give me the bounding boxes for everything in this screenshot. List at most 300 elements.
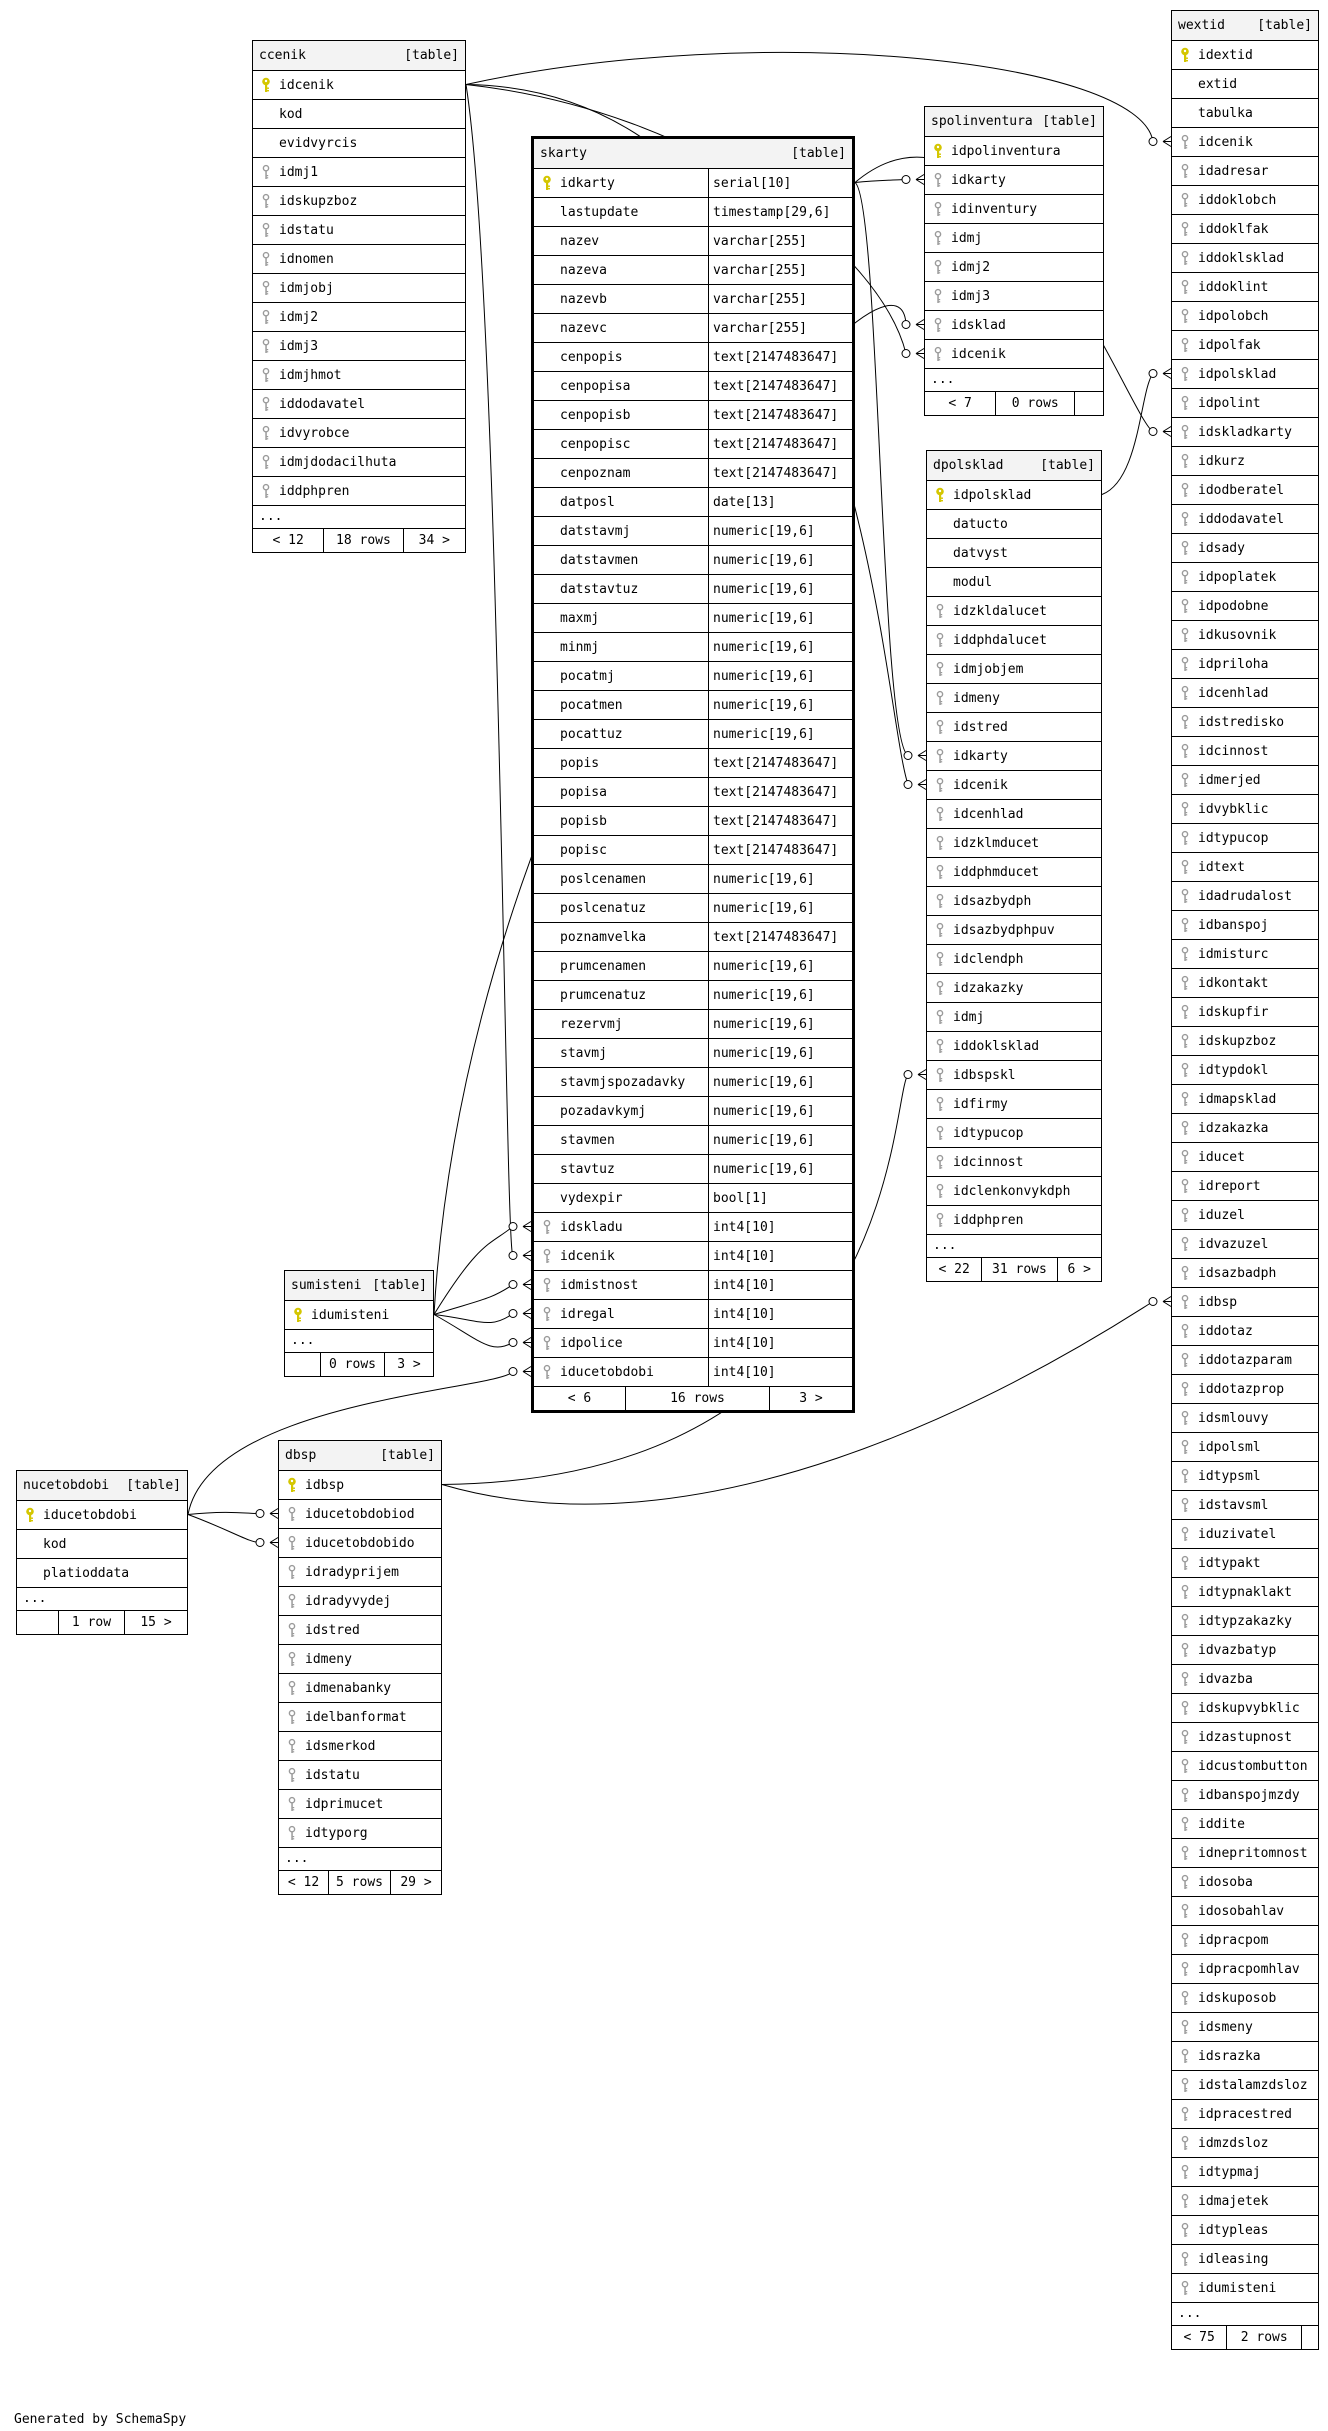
column-row[interactable] <box>927 655 1101 684</box>
foreign-key-icon <box>1172 2100 1198 2128</box>
column-row[interactable] <box>253 71 465 100</box>
column-row[interactable] <box>927 481 1101 510</box>
column-row[interactable] <box>534 1068 852 1097</box>
column-row[interactable] <box>927 1003 1101 1032</box>
children-count[interactable]: 3 > <box>397 1357 421 1372</box>
column-row[interactable] <box>534 198 852 227</box>
column-row[interactable] <box>1172 418 1318 447</box>
foreign-key-icon <box>1172 1665 1198 1693</box>
column-row[interactable] <box>927 626 1101 655</box>
column-row[interactable] <box>534 1242 852 1271</box>
column-row[interactable] <box>1172 1723 1318 1752</box>
column-row[interactable] <box>927 1061 1101 1090</box>
column-row[interactable] <box>279 1674 441 1703</box>
table-skarty[interactable] <box>531 136 855 1413</box>
column-row[interactable] <box>1172 1143 1318 1172</box>
column-row[interactable] <box>534 720 852 749</box>
column-row[interactable] <box>1172 766 1318 795</box>
column-row[interactable] <box>1172 70 1318 99</box>
column-row[interactable] <box>534 1184 852 1213</box>
column-name: idclendph <box>953 952 1024 967</box>
column-row[interactable] <box>1172 650 1318 679</box>
parents-count[interactable] <box>285 1353 321 1376</box>
column-row[interactable] <box>1172 795 1318 824</box>
more-columns[interactable]: ... <box>279 1848 441 1871</box>
column-type: numeric[19,6] <box>713 640 815 655</box>
column-row[interactable] <box>253 187 465 216</box>
children-count[interactable] <box>1302 2326 1318 2349</box>
foreign-key-icon <box>1172 1143 1198 1171</box>
column-row[interactable] <box>534 836 852 865</box>
parents-count[interactable] <box>17 1611 59 1634</box>
parents-count[interactable]: < 6 <box>534 1387 626 1410</box>
more-columns[interactable]: ... <box>925 369 1103 392</box>
column-row[interactable] <box>534 430 852 459</box>
column-name: iddotazparam <box>1198 1353 1292 1368</box>
column-row[interactable] <box>1172 1201 1318 1230</box>
column-row[interactable] <box>927 1177 1101 1206</box>
column-row[interactable] <box>1172 1172 1318 1201</box>
children-count[interactable]: 3 > <box>799 1391 823 1406</box>
column-row[interactable] <box>1172 1578 1318 1607</box>
column-row[interactable] <box>534 169 852 198</box>
more-columns[interactable]: ... <box>285 1330 433 1353</box>
column-row[interactable] <box>253 448 465 477</box>
foreign-key-icon <box>925 340 951 368</box>
column-row[interactable] <box>534 372 852 401</box>
more-columns[interactable]: ... <box>17 1588 187 1611</box>
column-name: idskupzboz <box>279 194 358 209</box>
column-row[interactable] <box>534 1300 852 1329</box>
column-row[interactable] <box>534 517 852 546</box>
column-type: varchar[255] <box>713 321 807 336</box>
column-spacer <box>534 343 560 371</box>
column-row[interactable] <box>1172 1230 1318 1259</box>
column-row[interactable] <box>927 1090 1101 1119</box>
primary-key-icon <box>17 1501 43 1529</box>
column-name: idprimucet <box>305 1797 384 1812</box>
column-row[interactable] <box>925 311 1103 340</box>
more-columns[interactable]: ... <box>1172 2303 1318 2326</box>
column-row[interactable] <box>279 1471 441 1500</box>
column-row[interactable] <box>927 771 1101 800</box>
column-spacer <box>534 256 560 284</box>
table-dpolsklad[interactable] <box>926 450 1102 1282</box>
column-row[interactable] <box>1172 2129 1318 2158</box>
table-nucetobdobi[interactable] <box>16 1470 188 1635</box>
parents-count[interactable]: < 12 <box>253 529 324 552</box>
column-row[interactable] <box>927 858 1101 887</box>
column-name: nazevc <box>560 314 709 342</box>
column-row[interactable] <box>1172 2187 1318 2216</box>
column-row[interactable] <box>1172 1636 1318 1665</box>
column-row[interactable] <box>279 1703 441 1732</box>
column-row[interactable] <box>1172 621 1318 650</box>
table-dbsp[interactable] <box>278 1440 442 1895</box>
table-name: nucetobdobi <box>23 1478 110 1493</box>
column-row[interactable] <box>534 1213 852 1242</box>
foreign-key-icon <box>1172 2274 1198 2302</box>
column-row[interactable] <box>1172 41 1318 70</box>
column-row[interactable] <box>534 314 852 343</box>
column-row[interactable] <box>1172 592 1318 621</box>
column-row[interactable] <box>927 1206 1101 1235</box>
column-row[interactable] <box>285 1301 433 1330</box>
column-row[interactable] <box>279 1616 441 1645</box>
column-row[interactable] <box>534 691 852 720</box>
column-row[interactable] <box>534 343 852 372</box>
column-row[interactable] <box>279 1819 441 1848</box>
column-row[interactable] <box>1172 1839 1318 1868</box>
column-row[interactable] <box>925 282 1103 311</box>
column-row[interactable] <box>534 865 852 894</box>
column-name: rezervmj <box>560 1010 709 1038</box>
column-row[interactable] <box>927 1032 1101 1061</box>
column-row[interactable] <box>1172 1433 1318 1462</box>
column-row[interactable] <box>1172 708 1318 737</box>
column-spacer <box>534 430 560 458</box>
column-row[interactable] <box>534 401 852 430</box>
column-type: numeric[19,6] <box>713 1133 815 1148</box>
column-row[interactable] <box>1172 1549 1318 1578</box>
table-header[interactable] <box>927 451 1101 481</box>
column-name: idcustombutton <box>1198 1759 1308 1774</box>
foreign-key-icon <box>253 361 279 389</box>
more-columns[interactable]: ... <box>927 1235 1101 1258</box>
column-row[interactable] <box>1172 1346 1318 1375</box>
parents-count[interactable]: < 12 <box>279 1871 329 1894</box>
column-spacer <box>534 314 560 342</box>
table-header[interactable] <box>285 1271 433 1301</box>
column-row[interactable] <box>534 1039 852 1068</box>
column-row[interactable] <box>1172 1288 1318 1317</box>
column-row[interactable] <box>1172 476 1318 505</box>
column-row[interactable] <box>1172 940 1318 969</box>
column-row[interactable] <box>17 1530 187 1559</box>
column-spacer <box>253 100 279 128</box>
column-row[interactable] <box>927 1148 1101 1177</box>
column-row[interactable] <box>1172 1926 1318 1955</box>
column-row[interactable] <box>534 575 852 604</box>
column-row[interactable] <box>1172 1027 1318 1056</box>
column-row[interactable] <box>534 256 852 285</box>
column-row[interactable] <box>925 195 1103 224</box>
column-name: idmeny <box>953 691 1000 706</box>
column-row[interactable] <box>927 887 1101 916</box>
table-spolinventura[interactable] <box>924 106 1104 416</box>
column-row[interactable] <box>534 1097 852 1126</box>
column-row[interactable] <box>1172 215 1318 244</box>
column-row[interactable] <box>1172 273 1318 302</box>
column-row[interactable] <box>1172 2013 1318 2042</box>
column-row[interactable] <box>1172 1781 1318 1810</box>
table-header[interactable] <box>279 1441 441 1471</box>
column-row[interactable] <box>1172 1491 1318 1520</box>
column-row[interactable] <box>927 742 1101 771</box>
column-row[interactable] <box>1172 1520 1318 1549</box>
column-name: idmerjed <box>1198 773 1261 788</box>
children-count[interactable]: 6 > <box>1067 1262 1091 1277</box>
column-type: text[2147483647] <box>713 408 839 423</box>
children-count[interactable]: 34 > <box>418 533 450 548</box>
column-row[interactable] <box>1172 998 1318 1027</box>
foreign-key-icon <box>1172 1781 1198 1809</box>
column-row[interactable] <box>534 633 852 662</box>
column-row[interactable] <box>279 1790 441 1819</box>
column-row[interactable] <box>1172 1114 1318 1143</box>
column-row[interactable] <box>1172 2071 1318 2100</box>
column-row[interactable] <box>927 916 1101 945</box>
column-name: idpolint <box>1198 396 1261 411</box>
column-row[interactable] <box>534 285 852 314</box>
table-header[interactable] <box>534 139 852 169</box>
column-name: idzkldalucet <box>953 604 1047 619</box>
column-row[interactable] <box>1172 1665 1318 1694</box>
column-row[interactable] <box>1172 1897 1318 1926</box>
column-type: numeric[19,6] <box>713 582 815 597</box>
table-ccenik[interactable] <box>252 40 466 553</box>
column-row[interactable] <box>927 539 1101 568</box>
column-row[interactable] <box>1172 128 1318 157</box>
column-row[interactable] <box>1172 505 1318 534</box>
column-name: idmjobj <box>279 281 334 296</box>
column-row[interactable] <box>1172 1056 1318 1085</box>
column-name: idtypakt <box>1198 1556 1261 1571</box>
column-row[interactable] <box>1172 1085 1318 1114</box>
table-header[interactable] <box>253 41 465 71</box>
column-row[interactable] <box>534 1126 852 1155</box>
column-row[interactable] <box>927 597 1101 626</box>
column-row[interactable] <box>253 100 465 129</box>
children-count[interactable]: 29 > <box>400 1875 432 1890</box>
column-spacer <box>534 720 560 748</box>
column-name: cenpopisb <box>560 401 709 429</box>
column-row[interactable] <box>1172 331 1318 360</box>
table-wextid[interactable] <box>1171 10 1319 2350</box>
column-row[interactable] <box>17 1559 187 1588</box>
foreign-key-icon <box>1172 418 1198 446</box>
table-header[interactable] <box>925 107 1103 137</box>
column-row[interactable] <box>925 224 1103 253</box>
column-name: idmjhmot <box>279 368 342 383</box>
column-name: idpoplatek <box>1198 570 1277 585</box>
column-row[interactable] <box>279 1645 441 1674</box>
column-name: idpracpom <box>1198 1933 1269 1948</box>
column-row[interactable] <box>927 1119 1101 1148</box>
column-row[interactable] <box>253 361 465 390</box>
column-row[interactable] <box>927 684 1101 713</box>
column-row[interactable] <box>534 981 852 1010</box>
column-row[interactable] <box>534 459 852 488</box>
column-spacer <box>534 1068 560 1096</box>
column-row[interactable] <box>1172 1404 1318 1433</box>
foreign-key-icon <box>253 448 279 476</box>
column-row[interactable] <box>1172 244 1318 273</box>
column-row[interactable] <box>253 245 465 274</box>
column-row[interactable] <box>1172 1694 1318 1723</box>
column-row[interactable] <box>925 166 1103 195</box>
column-row[interactable] <box>1172 1752 1318 1781</box>
table-sumisteni[interactable] <box>284 1270 434 1377</box>
table-header[interactable] <box>17 1471 187 1501</box>
column-row[interactable] <box>279 1587 441 1616</box>
column-row[interactable] <box>1172 1375 1318 1404</box>
column-row[interactable] <box>1172 302 1318 331</box>
column-row[interactable] <box>1172 824 1318 853</box>
column-spacer <box>1172 99 1198 127</box>
column-row[interactable] <box>534 1155 852 1184</box>
column-row[interactable] <box>253 303 465 332</box>
table-name: ccenik <box>259 48 306 63</box>
column-row[interactable] <box>534 1271 852 1300</box>
column-row[interactable] <box>927 568 1101 597</box>
foreign-key-icon <box>1172 940 1198 968</box>
column-row[interactable] <box>1172 2245 1318 2274</box>
column-row[interactable] <box>1172 853 1318 882</box>
foreign-key-icon <box>1172 1375 1198 1403</box>
column-row[interactable] <box>253 419 465 448</box>
column-row[interactable] <box>534 894 852 923</box>
column-row[interactable] <box>534 1358 852 1387</box>
column-row[interactable] <box>1172 1810 1318 1839</box>
column-name: datstavmen <box>560 546 709 574</box>
parents-count[interactable]: < 22 <box>927 1258 982 1281</box>
column-row[interactable] <box>279 1500 441 1529</box>
foreign-key-icon <box>1172 1636 1198 1664</box>
column-row[interactable] <box>927 945 1101 974</box>
children-count[interactable] <box>1075 392 1103 415</box>
column-row[interactable] <box>925 340 1103 369</box>
column-row[interactable] <box>1172 360 1318 389</box>
column-name: iducetobdobiod <box>305 1507 415 1522</box>
column-row[interactable] <box>927 829 1101 858</box>
column-row[interactable] <box>1172 1607 1318 1636</box>
column-row[interactable] <box>1172 2216 1318 2245</box>
column-row[interactable] <box>927 974 1101 1003</box>
column-row[interactable] <box>534 662 852 691</box>
table-footer <box>925 392 1103 415</box>
column-row[interactable] <box>1172 1259 1318 1288</box>
column-row[interactable] <box>534 546 852 575</box>
column-type: numeric[19,6] <box>713 872 815 887</box>
column-row[interactable] <box>279 1558 441 1587</box>
more-columns[interactable]: ... <box>253 506 465 529</box>
parents-count[interactable]: < 75 <box>1172 2326 1227 2349</box>
column-row[interactable] <box>1172 447 1318 476</box>
foreign-key-icon <box>1172 1259 1198 1287</box>
column-name: idstred <box>305 1623 360 1638</box>
column-type: text[2147483647] <box>713 814 839 829</box>
column-row[interactable] <box>1172 969 1318 998</box>
column-name: stavmjspozadavky <box>560 1068 709 1096</box>
column-row[interactable] <box>534 749 852 778</box>
column-row[interactable] <box>1172 2158 1318 2187</box>
column-row[interactable] <box>1172 389 1318 418</box>
column-row[interactable] <box>253 158 465 187</box>
column-row[interactable] <box>534 923 852 952</box>
foreign-key-icon <box>253 477 279 505</box>
column-row[interactable] <box>927 713 1101 742</box>
table-kind: [table] <box>372 1278 427 1293</box>
column-row[interactable] <box>534 778 852 807</box>
table-header[interactable] <box>1172 11 1318 41</box>
column-row[interactable] <box>534 952 852 981</box>
foreign-key-icon <box>1172 331 1198 359</box>
column-name: prumcenamen <box>560 952 709 980</box>
foreign-key-icon <box>253 419 279 447</box>
children-count[interactable]: 15 > <box>140 1615 172 1630</box>
column-row[interactable] <box>927 510 1101 539</box>
column-row[interactable] <box>1172 737 1318 766</box>
column-row[interactable] <box>253 477 465 506</box>
column-row[interactable] <box>534 488 852 517</box>
column-row[interactable] <box>253 129 465 158</box>
column-name: iduzel <box>1198 1208 1245 1223</box>
column-row[interactable] <box>253 390 465 419</box>
foreign-key-icon <box>925 311 951 339</box>
column-row[interactable] <box>1172 2042 1318 2071</box>
column-row[interactable] <box>279 1761 441 1790</box>
column-name: idstatu <box>279 223 334 238</box>
foreign-key-icon <box>534 1358 560 1386</box>
column-row[interactable] <box>927 800 1101 829</box>
column-row[interactable] <box>1172 534 1318 563</box>
column-spacer <box>534 198 560 226</box>
column-row[interactable] <box>1172 1317 1318 1346</box>
column-name: idbsp <box>305 1478 345 1493</box>
column-type: text[2147483647] <box>713 785 839 800</box>
column-name: vydexpir <box>560 1184 709 1212</box>
column-row[interactable] <box>1172 911 1318 940</box>
column-row[interactable] <box>1172 1984 1318 2013</box>
column-row[interactable] <box>1172 1462 1318 1491</box>
column-row[interactable] <box>534 1329 852 1358</box>
column-row[interactable] <box>1172 99 1318 128</box>
column-row[interactable] <box>925 253 1103 282</box>
column-row[interactable] <box>1172 2274 1318 2303</box>
column-type: bool[1] <box>713 1191 768 1206</box>
column-row[interactable] <box>1172 1955 1318 1984</box>
column-row[interactable] <box>1172 882 1318 911</box>
column-row[interactable] <box>1172 1868 1318 1897</box>
column-name: nazevb <box>560 285 709 313</box>
column-row[interactable] <box>1172 157 1318 186</box>
column-row[interactable] <box>1172 679 1318 708</box>
column-row[interactable] <box>279 1529 441 1558</box>
column-row[interactable] <box>1172 2100 1318 2129</box>
parents-count[interactable]: < 7 <box>925 392 996 415</box>
column-row[interactable] <box>17 1501 187 1530</box>
column-row[interactable] <box>279 1732 441 1761</box>
foreign-key-icon <box>927 858 953 886</box>
column-row[interactable] <box>925 137 1103 166</box>
column-row[interactable] <box>1172 563 1318 592</box>
foreign-key-icon <box>253 274 279 302</box>
column-row[interactable] <box>253 216 465 245</box>
column-row[interactable] <box>534 807 852 836</box>
column-name: idstredisko <box>1198 715 1285 730</box>
column-name: idcenhlad <box>1198 686 1269 701</box>
column-row[interactable] <box>534 1010 852 1039</box>
column-row[interactable] <box>1172 186 1318 215</box>
foreign-key-icon <box>925 166 951 194</box>
column-row[interactable] <box>253 332 465 361</box>
column-name: idzklmducet <box>953 836 1040 851</box>
column-name: idpolfak <box>1198 338 1261 353</box>
column-row[interactable] <box>534 604 852 633</box>
column-row[interactable] <box>534 227 852 256</box>
column-row[interactable] <box>253 274 465 303</box>
